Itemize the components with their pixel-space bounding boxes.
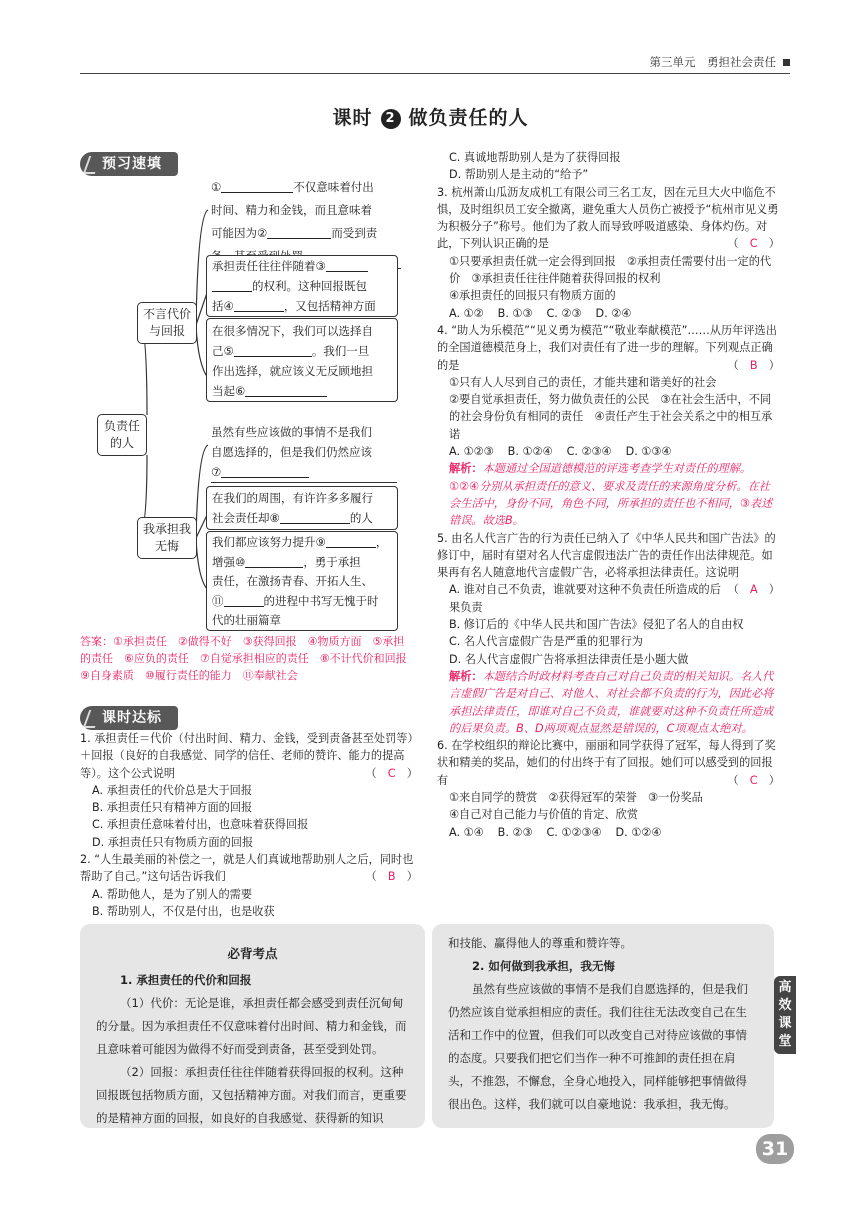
key-points-panel-left bbox=[80, 924, 425, 1128]
question-5-answer: （ A ） bbox=[727, 583, 780, 597]
question-5-stem: 5. 由名人代言广告的行为责任已纳入了《中华人民共和国广告法》的修订中，届时有望对名人代言虚假违法广告的责任作出法律规范。如果再有名人随意地代言虚假广告，必将承担法律责任。这说明 bbox=[437, 531, 776, 580]
blank-3[interactable] bbox=[326, 258, 368, 272]
question-4-explanation-label: 解析： bbox=[449, 462, 483, 476]
question-1-answer-letter: C bbox=[387, 766, 396, 780]
question-5 bbox=[437, 530, 780, 738]
question-5-option-d[interactable]: D. 名人代言虚假广告将承担法律责任是小题大做 bbox=[449, 652, 689, 666]
question-3-items-2: ④承担责任的回报只有物质方面的 bbox=[449, 289, 616, 303]
box1-line3b-text: 而受到责 bbox=[331, 226, 378, 240]
key-point-2-text: 虽然有些应该做的事情不是我们自愿选择的，但是我们仍然应该自觉承担相应的责任。我们往往无法改变自己在生活和工作中的位置，但我们可以改变自己对待应该做的事情的态度。只要我们把它们当作一种不可推卸的责任担在肩头，不推怨，不懈怠，全身心地投入，同样能够把事情做得很出色。这样，我们就可以自豪地说：我承担，我无悔。 bbox=[448, 982, 748, 1111]
question-4-answer-letter: B bbox=[749, 358, 758, 372]
question-3-answer-letter: C bbox=[749, 237, 758, 251]
question-5-answer-letter: A bbox=[749, 583, 758, 597]
question-2-option-a[interactable]: A. 帮助他人，是为了别人的需要 bbox=[92, 887, 253, 901]
preview-section-tag: 预习速填 bbox=[80, 152, 178, 176]
question-1-option-c[interactable]: C. 承担责任意味着付出，也意味着获得回报 bbox=[92, 818, 309, 832]
page-header bbox=[80, 52, 790, 74]
box4-line2-text: 自愿选择的，但是我们仍然应该 bbox=[211, 445, 372, 459]
box6-line4-text: ⑪ bbox=[212, 593, 224, 608]
header-unit-title: 第三单元 勇担社会责任 bbox=[649, 55, 776, 69]
question-1-option-d[interactable]: D. 承担责任只有物质方面的回报 bbox=[92, 835, 254, 849]
question-2-option-b[interactable]: B. 帮助别人，不仅是付出，也是收获 bbox=[92, 904, 275, 918]
question-6-answer-letter: C bbox=[749, 773, 758, 787]
box6-line1b-text: ， bbox=[375, 535, 388, 549]
question-2 bbox=[80, 851, 418, 920]
question-3-options bbox=[437, 305, 780, 322]
question-1-stem: 1. 承担责任＝代价（付出时间、精力、金钱，受到责备甚至处罚等）＋回报（良好的自我感觉、同学的信任、老师的赞许、能力的提高等）。这个公式说明 bbox=[80, 732, 414, 780]
key-points-panel-right bbox=[432, 924, 774, 1128]
question-4-stem: 4. “助人为乐模范”“见义勇为模范”“敬业奉献模范”……从历年评选出的全国道德模范身上，我们对责任有了进一步的理解。下列观点正确的是 bbox=[437, 323, 777, 372]
question-4-option-b[interactable]: B. ①②④ bbox=[507, 445, 553, 459]
question-5-explanation bbox=[437, 668, 780, 737]
question-3 bbox=[437, 184, 780, 322]
blank-2[interactable] bbox=[267, 225, 331, 239]
blank-6[interactable] bbox=[245, 383, 327, 397]
right-questions-column bbox=[437, 149, 780, 841]
question-4-items-2: ②要自觉承担责任，努力做负责任的公民 ③在社会生活中，不同的社会身份负有相同的责任 ④责任产生于社会关系之中的相互承诺 bbox=[449, 393, 773, 441]
question-6-items-2: ④自己对自己能力与价值的肯定、欣赏 bbox=[449, 808, 639, 822]
box6-line4b-text: 的进程中书写无愧于时 bbox=[263, 593, 379, 608]
question-3-option-a[interactable]: A. ①② bbox=[449, 306, 484, 320]
key-points-title: 必背考点 bbox=[227, 946, 278, 961]
box3-line3-text: 作出选择，就应该义无反顾地担 bbox=[212, 364, 373, 378]
key-point-1-reward: （2）回报：承担责任往往伴随着获得回报的权利。这种回报既包括物质方面，又包括精神方面。对我们而言，更重要的是精神方面的回报，如良好的自我感觉、获得新的知识 bbox=[96, 1065, 407, 1125]
preview-answers: 答案：①承担责任 ②做得不好 ③获得回报 ④物质方面 ⑤承担的责任 ⑥应负的责任 ⑦自觉承担相应的责任 ⑧不计代价和回报 ⑨自身素质 ⑩履行责任的能力 ⑪奉献社会 bbox=[80, 635, 418, 682]
question-5-option-c[interactable]: C. 名人代言虚假广告是严重的犯罪行为 bbox=[449, 635, 643, 649]
side-tab-label: 高效课堂 bbox=[774, 976, 796, 1054]
key-point-1-reward-cont: 和技能、赢得他人的尊重和赞许等。 bbox=[448, 936, 632, 950]
box2-line3b-text: ，又包括精神方面 bbox=[283, 299, 376, 313]
box2-line3-text: 括④ bbox=[212, 299, 234, 313]
mindmap-branch-bear-node: 我承担我无悔 bbox=[137, 517, 197, 559]
blank-5[interactable] bbox=[234, 343, 312, 357]
question-2-option-c[interactable]: C. 真诚地帮助别人是为了获得回报 bbox=[449, 151, 621, 164]
mindmap-branch-price-node: 不言代价与回报 bbox=[137, 302, 197, 344]
question-3-stem: 3. 杭州萧山瓜沥友成机工有限公司三名工友，因在元旦大火中临危不惧，及时组织员工安全撤离，避免重大人员伤亡被授予“杭州市见义勇为积极分子”称号。他们为了救人而导致呼吸道感染、身体灼伤。对此，下列认识正确的是 bbox=[437, 185, 779, 251]
mindmap-box-choice bbox=[206, 318, 398, 402]
question-6-option-b[interactable]: B. ②③ bbox=[497, 825, 533, 839]
lesson-name: 做负责任的人 bbox=[408, 107, 529, 129]
box4-line3-text: ⑦ bbox=[211, 465, 222, 479]
question-4-options bbox=[437, 443, 780, 460]
box5-line2-text: 社会责任却⑧ bbox=[212, 511, 280, 525]
box3-line1-text: 在很多情况下，我们可以选择自 bbox=[212, 324, 373, 338]
left-questions-column bbox=[80, 730, 418, 920]
mindmap-box-around bbox=[206, 486, 398, 530]
lesson-prefix: 课时 bbox=[332, 107, 373, 129]
box1-line2-text: 时间、精力和金钱，而且意味着 bbox=[211, 203, 372, 217]
question-2-answer-letter: B bbox=[387, 870, 396, 884]
box6-line1-text: 我们都应该努力提升⑨ bbox=[212, 535, 326, 549]
blank-8[interactable] bbox=[280, 510, 350, 524]
box3-line4-text: 当起⑥ bbox=[212, 384, 246, 398]
question-4-option-a[interactable]: A. ①②③ bbox=[449, 445, 494, 459]
question-6-options bbox=[437, 824, 780, 841]
question-6 bbox=[437, 737, 780, 841]
question-6-items: ①来自同学的赞赏 ②获得冠军的荣誉 ③一份奖品 bbox=[449, 790, 703, 804]
box6-line2b-text: ，勇于承担 bbox=[303, 554, 361, 569]
mindmap-root-node: 负责任的人 bbox=[97, 414, 147, 456]
question-3-items: ①只要承担责任就一定会得到回报 ②承担责任需要付出一定的代价 ③承担责任往往伴随着获得回报的权利 bbox=[449, 254, 772, 286]
question-4-answer: （ B ） bbox=[727, 358, 780, 372]
lesson-title bbox=[0, 104, 861, 133]
box5-line2b-text: 的人 bbox=[349, 511, 373, 525]
question-2-answer: （ B ） bbox=[365, 870, 418, 884]
practice-section-tag: 课时达标 bbox=[80, 706, 178, 730]
box6-line2-text: 增强⑩ bbox=[212, 554, 246, 569]
question-6-answer: （ C ） bbox=[727, 773, 780, 787]
blank-10[interactable] bbox=[245, 554, 303, 568]
question-4-option-c[interactable]: C. ②③④ bbox=[566, 445, 612, 459]
question-1-option-a[interactable]: A. 承担责任的代价总是大于回报 bbox=[92, 783, 253, 797]
question-2-stem: 2. “人生最美丽的补偿之一，就是人们真诚地帮助别人之后，同时也帮助了自己。”这句话告诉我们 bbox=[80, 853, 414, 884]
page-number: 31 bbox=[756, 1134, 794, 1164]
box4-line1-text: 虽然有些应该做的事情不是我们 bbox=[211, 425, 372, 439]
question-1-answer: （ C ） bbox=[365, 766, 418, 780]
blank-number-1: ① bbox=[211, 180, 222, 194]
question-3-option-d[interactable]: D. ②④ bbox=[595, 306, 632, 320]
question-4-explanation-text: 本题通过全国道德模范的评选考查学生对责任的理解。①②④分别从承担责任的意义、要求及责任的来源角度分析。在社会生活中，身份不同，角色不同，所承担的责任也不相同，③表述错误。故选B。 bbox=[449, 462, 773, 528]
box3-line2-text: 己⑤ bbox=[212, 344, 234, 358]
question-6-option-a[interactable]: A. ①④ bbox=[449, 825, 484, 839]
blank-11[interactable] bbox=[224, 593, 264, 607]
mindmap-box-reward bbox=[206, 255, 398, 317]
key-point-1-cost: （1）代价：无论是谁，承担责任都会感受到责任沉甸甸的分量。因为承担责任不仅意味着付出时间、精力和金钱，而且意味着可能因为做得不好而受到责备，甚至受到处罚。 bbox=[96, 996, 407, 1056]
box3-line2b-text: 。我们一旦 bbox=[311, 344, 370, 358]
blank-9[interactable] bbox=[326, 534, 376, 548]
box2-line2-text: 的权利。这种回报既包 bbox=[252, 279, 367, 293]
question-4 bbox=[437, 322, 780, 530]
question-1 bbox=[80, 730, 418, 851]
question-5-option-b[interactable]: B. 修订后的《中华人民共和国广告法》侵犯了名人的自由权 bbox=[449, 618, 744, 632]
question-4-items: ①只有人人尽到自己的责任，才能共建和谐美好的社会 bbox=[449, 375, 717, 389]
mindmap-box-duty bbox=[211, 422, 401, 483]
question-5-option-a[interactable]: A. 谁对自己不负责，谁就要对这种不负责任所造成的后果负责 bbox=[449, 583, 721, 614]
header-square-icon bbox=[783, 59, 790, 66]
question-2-option-d[interactable]: D. 帮助别人是主动的“给予” bbox=[449, 168, 589, 182]
lesson-number-badge: 2 bbox=[381, 109, 401, 129]
blank-3b bbox=[212, 278, 252, 292]
blank-1[interactable] bbox=[221, 179, 293, 193]
box6-line5-text: 代的壮丽篇章 bbox=[212, 613, 281, 627]
blank-7[interactable] bbox=[221, 464, 309, 478]
key-point-2-heading: 2. 如何做到我承担，我无悔 bbox=[472, 959, 615, 973]
question-3-answer: （ C ） bbox=[727, 237, 780, 251]
question-4-explanation bbox=[437, 460, 780, 529]
box6-line3-text: 责任，在激扬青春、开拓人生、 bbox=[212, 574, 373, 588]
key-point-1-heading: 1. 承担责任的代价和回报 bbox=[120, 973, 252, 987]
question-3-option-b[interactable]: B. ①③ bbox=[497, 306, 533, 320]
question-6-stem: 6. 在学校组织的辩论比赛中，丽丽和同学获得了冠军，每人得到了奖状和精美的奖品，她们的付出终于有了回报。她们可以感受到的回报有 bbox=[437, 739, 776, 787]
question-3-option-c[interactable]: C. ②③ bbox=[546, 306, 582, 320]
box2-line1-text: 承担责任往往伴随着③ bbox=[212, 259, 326, 273]
question-1-option-b[interactable]: B. 承担责任只有精神方面的回报 bbox=[92, 801, 253, 815]
question-5-explanation-text: 本题结合时政材料考查自己对自己负责的相关知识。名人代言虚假广告是对自己、对他人、对社会都不负责的行为，因此必将承担法律责任，即谁对自己不负责，谁就要对这种不负责任所造成的后果负责。B、D两项观点显然是错误的，C项观点太绝对。 bbox=[449, 669, 774, 735]
question-6-option-d[interactable]: D. ①②④ bbox=[615, 825, 662, 839]
question-6-option-c[interactable]: C. ①②③④ bbox=[546, 825, 602, 839]
question-4-option-d[interactable]: D. ①③④ bbox=[625, 445, 672, 459]
box5-line1-text: 在我们的周围，有许许多多履行 bbox=[212, 491, 373, 505]
blank-4[interactable] bbox=[234, 298, 284, 312]
question-5-explanation-label: 解析： bbox=[449, 669, 483, 683]
box1-line1-text: 不仅意味着付出 bbox=[293, 180, 374, 194]
mindmap-box-improve bbox=[206, 531, 398, 631]
box1-line3-text: 可能因为② bbox=[211, 226, 268, 240]
